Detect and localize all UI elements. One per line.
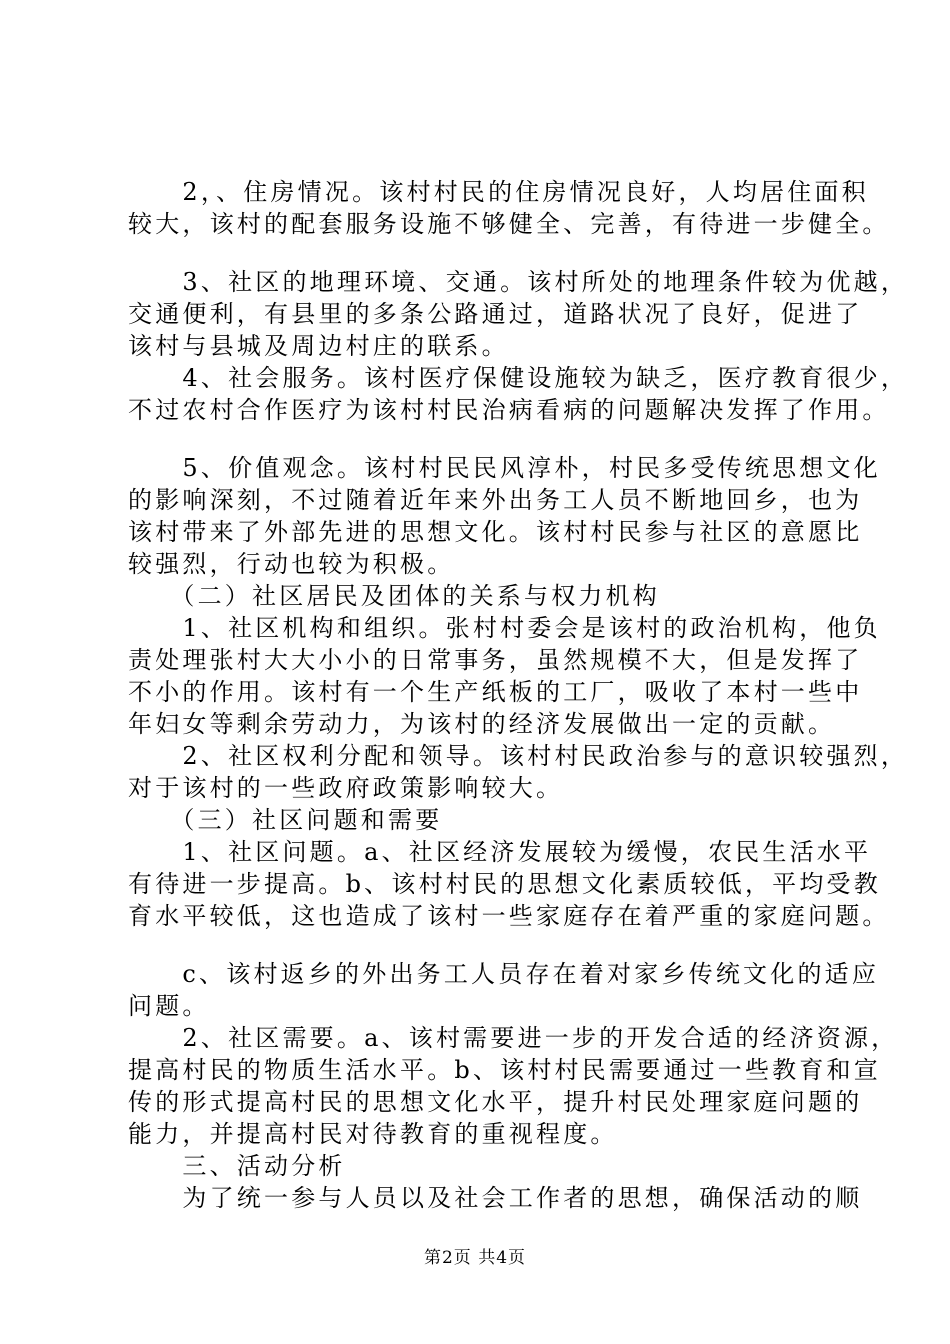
- text-line: 5、价值观念。该村村民民风淳朴，村民多受传统思想文化: [128, 454, 881, 482]
- text-line: 对于该村的一些政府政策影响较大。: [128, 774, 564, 802]
- text-line: 较大，该村的配套服务设施不够健全、完善，有待进一步健全。: [128, 210, 890, 238]
- text-line: 2，、住房情况。该村村民的住房情况良好，人均居住面积: [128, 178, 869, 206]
- text-line: 该村带来了外部先进的思想文化。该村村民参与社区的意愿比: [128, 518, 863, 546]
- text-line: 较强烈，行动也较为积极。: [128, 550, 455, 578]
- text-line: 1、社区问题。a、社区经济发展较为缓慢，农民生活水平: [128, 838, 872, 866]
- text-line: 能力，并提高村民对待教育的重视程度。: [128, 1120, 618, 1148]
- text-line: 的影响深刻，不过随着近年来外出务工人员不断地回乡，也为: [128, 486, 863, 514]
- text-line: 为了统一参与人员以及社会工作者的思想，确保活动的顺: [128, 1184, 863, 1212]
- text-line: 不小的作用。该村有一个生产纸板的工厂，吸收了本村一些中: [128, 678, 863, 706]
- text-line: 责处理张村大大小小的日常事务，虽然规模不大，但是发挥了: [128, 646, 863, 674]
- text-line: 该村与县城及周边村庄的联系。: [128, 332, 509, 360]
- text-line: 传的形式提高村民的思想文化水平，提升村民处理家庭问题的: [128, 1088, 863, 1116]
- page-number-footer: 第2页 共4页: [423, 1248, 527, 1268]
- text-line: c、该村返乡的外出务工人员存在着对家乡传统文化的适应: [128, 960, 880, 988]
- text-line: 年妇女等剩余劳动力，为该村的经济发展做出一定的贡献。: [128, 710, 836, 738]
- text-line: 交通便利，有县里的多条公路通过，道路状况了良好，促进了: [128, 300, 863, 328]
- text-line: 1、社区机构和组织。张村村委会是该村的政治机构，他负: [128, 614, 881, 642]
- text-line: 2、社区权利分配和领导。该村村民政治参与的意识较强烈，: [128, 742, 909, 770]
- text-line: 4、社会服务。该村医疗保健设施较为缺乏，医疗教育很少，: [128, 364, 909, 392]
- text-line: 提高村民的物质生活水平。b、该村村民需要通过一些教育和宣: [128, 1056, 881, 1084]
- section-heading: 三、活动分析: [128, 1152, 346, 1180]
- text-line: 有待进一步提高。b、该村村民的思想文化素质较低，平均受教: [128, 870, 881, 898]
- section-heading: （三）社区问题和需要: [128, 806, 443, 834]
- text-line: 3、社区的地理环境、交通。该村所处的地理条件较为优越，: [128, 268, 909, 296]
- text-line: 不过农村合作医疗为该村村民治病看病的问题解决发挥了作用。: [128, 396, 890, 424]
- text-line: 育水平较低，这也造成了该村一些家庭存在着严重的家庭问题。: [128, 902, 890, 930]
- text-line: 问题。: [128, 992, 210, 1020]
- section-heading: （二）社区居民及团体的关系与权力机构: [128, 582, 660, 610]
- text-line: 2、社区需要。a、该村需要进一步的开发合适的经济资源，: [128, 1024, 899, 1052]
